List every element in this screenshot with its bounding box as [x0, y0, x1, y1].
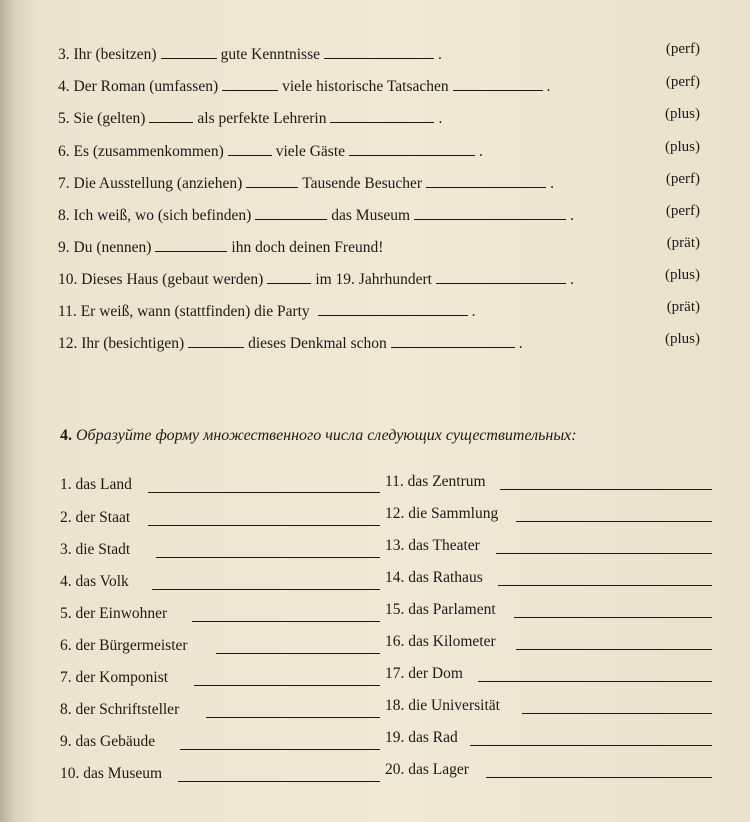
- tense-hint: (perf): [665, 41, 700, 57]
- plural-answer-line[interactable]: [206, 717, 380, 718]
- noun-item-right: [385, 470, 712, 494]
- plural-answer-line[interactable]: [148, 492, 380, 493]
- sentence-start: Ihr (besitzen): [73, 46, 157, 63]
- sentence-middle: viele historische Tatsachen: [282, 78, 449, 95]
- plural-answer-line[interactable]: [180, 749, 380, 750]
- sentence-start: Ich weiß, wo (sich befinden): [73, 207, 252, 224]
- sentence-end: .: [471, 303, 476, 320]
- noun-label: 19. das Rad: [385, 729, 458, 746]
- exercise-3-item: [58, 236, 710, 260]
- noun-item-left: [60, 634, 380, 658]
- noun-label: 10. das Museum: [60, 765, 163, 782]
- plural-answer-line[interactable]: [216, 653, 380, 654]
- noun-item-left: [60, 666, 380, 690]
- sentence-end: .: [518, 335, 523, 352]
- verb-blank[interactable]: [228, 141, 272, 156]
- noun-label: 6. der Bürgermeister: [60, 637, 188, 654]
- plural-answer-line[interactable]: [178, 781, 380, 782]
- plural-answer-line[interactable]: [478, 681, 712, 682]
- plural-answer-line[interactable]: [516, 521, 712, 522]
- item-number: 7.: [58, 175, 70, 192]
- tense-hint: (prät): [666, 299, 700, 315]
- verb-blank[interactable]: [188, 333, 244, 348]
- noun-item-left: [60, 762, 380, 786]
- plural-answer-line[interactable]: [486, 777, 712, 778]
- sentence-start: Er weiß, wann (stattfinden) die Party: [80, 303, 310, 320]
- tense-hint: (plus): [665, 139, 700, 155]
- tense-hint: (perf): [665, 203, 700, 219]
- exercise-4-number: 4.: [60, 427, 72, 444]
- exercise-3-item: [58, 300, 710, 324]
- sentence-end: .: [479, 143, 483, 160]
- sentence-start: Es (zusammenkommen): [73, 143, 224, 160]
- verb-blank[interactable]: [222, 76, 278, 91]
- tense-hint: (perf): [665, 74, 700, 90]
- sentence-start: Sie (gelten): [73, 110, 146, 127]
- sentence-middle: viele Gäste: [275, 143, 346, 160]
- plural-answer-line[interactable]: [152, 589, 380, 590]
- noun-item-left: [60, 538, 380, 562]
- tense-hint: (perf): [665, 171, 700, 187]
- noun-item-right: [385, 726, 712, 750]
- noun-item-right: [385, 534, 712, 558]
- noun-item-right: [385, 598, 712, 622]
- noun-label: 11. das Zentrum: [385, 473, 486, 490]
- noun-label: 13. das Theater: [385, 537, 480, 554]
- item-number: 10.: [58, 271, 78, 288]
- sentence-middle: im 19. Jahrhundert: [315, 271, 432, 288]
- noun-item-left: [60, 602, 380, 626]
- verb-blank[interactable]: [246, 173, 298, 188]
- exercise-4-instruction: Образуйте форму множественного числа следующих существительных:: [76, 427, 577, 444]
- sentence-start: Der Roman (umfassen): [73, 78, 219, 95]
- sentence-end: .: [570, 207, 574, 224]
- sentence-middle: als perfekte Lehrerin: [197, 110, 327, 127]
- verb-blank[interactable]: [161, 44, 217, 59]
- sentence-start: Ihr (besichtigen): [81, 335, 185, 352]
- item-number: 4.: [58, 78, 70, 95]
- sentence-end: .: [546, 78, 551, 95]
- exercise-3-item: [58, 172, 710, 196]
- sentence-middle: dieses Denkmal schon: [248, 335, 387, 352]
- exercise-3-item: [58, 140, 710, 164]
- noun-item-right: [385, 566, 712, 590]
- participle-blank[interactable]: [453, 76, 543, 91]
- plural-answer-line[interactable]: [148, 525, 380, 526]
- sentence-end: .: [550, 175, 554, 192]
- participle-blank[interactable]: [436, 269, 566, 284]
- sentence-start: Du (nennen): [73, 239, 152, 256]
- plural-answer-line[interactable]: [514, 617, 712, 618]
- sentence-middle: Tausende Besucher: [302, 175, 423, 192]
- plural-answer-line[interactable]: [192, 621, 380, 622]
- noun-item-right: [385, 758, 712, 782]
- noun-label: 9. das Gebäude: [60, 733, 156, 750]
- plural-answer-line[interactable]: [522, 713, 712, 714]
- noun-label: 20. das Lager: [385, 761, 469, 778]
- sentence-middle: ihn doch deinen Freund!: [231, 239, 384, 256]
- exercise-3-item: [58, 204, 710, 228]
- noun-label: 3. die Stadt: [60, 541, 131, 558]
- sentence-middle: gute Kenntnisse: [220, 46, 321, 63]
- verb-blank[interactable]: [255, 205, 327, 220]
- item-number: 9.: [58, 239, 70, 256]
- item-number: 11.: [58, 303, 77, 320]
- plural-answer-line[interactable]: [156, 557, 380, 558]
- exercise-3-item: [58, 268, 710, 292]
- exercise-3-item: [58, 75, 710, 99]
- noun-item-left: [60, 570, 380, 594]
- verb-blank[interactable]: [267, 269, 311, 284]
- noun-item-right: [385, 694, 712, 718]
- sentence-end: .: [569, 271, 574, 288]
- noun-label: 8. der Schriftsteller: [60, 701, 180, 718]
- tense-hint: (prät): [666, 235, 700, 251]
- noun-label: 18. die Universität: [385, 697, 500, 714]
- participle-blank[interactable]: [324, 44, 434, 59]
- participle-blank[interactable]: [414, 205, 566, 220]
- plural-answer-line[interactable]: [500, 489, 712, 490]
- noun-label: 7. der Komponist: [60, 669, 169, 686]
- item-number: 8.: [58, 207, 70, 224]
- participle-blank[interactable]: [426, 173, 546, 188]
- noun-label: 5. der Einwohner: [60, 605, 168, 622]
- participle-blank[interactable]: [391, 333, 515, 348]
- noun-item-right: [385, 502, 712, 526]
- noun-label: 4. das Volk: [60, 573, 129, 590]
- exercise-3-item: [58, 332, 710, 356]
- noun-label: 14. das Rathaus: [385, 569, 483, 586]
- noun-item-left: [60, 506, 380, 530]
- plural-answer-line[interactable]: [194, 685, 380, 686]
- item-number: 3.: [58, 46, 70, 63]
- sentence-start: Die Ausstellung (anziehen): [73, 175, 243, 192]
- sentence-middle: das Museum: [331, 207, 411, 224]
- tense-hint: (plus): [665, 331, 700, 347]
- item-number: 6.: [58, 143, 70, 160]
- participle-blank[interactable]: [330, 108, 434, 123]
- exercise-3-item: [58, 43, 710, 67]
- book-spine-shadow: [0, 0, 14, 822]
- item-number: 5.: [58, 110, 70, 127]
- noun-label: 1. das Land: [60, 476, 132, 493]
- noun-item-left: [60, 473, 380, 497]
- plural-answer-line[interactable]: [516, 649, 712, 650]
- noun-label: 2. der Staat: [60, 509, 131, 526]
- participle-blank[interactable]: [318, 301, 468, 316]
- noun-item-right: [385, 630, 712, 654]
- noun-item-left: [60, 698, 380, 722]
- sentence-end: .: [438, 46, 442, 63]
- noun-label: 12. die Sammlung: [385, 505, 499, 522]
- sentence-start: Dieses Haus (gebaut werden): [81, 271, 264, 288]
- exercise-3-item: [58, 107, 710, 131]
- exercise-4-heading: [60, 424, 577, 448]
- participle-blank[interactable]: [349, 141, 475, 156]
- tense-hint: (plus): [665, 106, 700, 122]
- plural-answer-line[interactable]: [470, 745, 712, 746]
- noun-item-right: [385, 662, 712, 686]
- verb-blank[interactable]: [149, 108, 193, 123]
- sentence-end: .: [438, 110, 443, 127]
- plural-answer-line[interactable]: [498, 585, 712, 586]
- item-number: 12.: [58, 335, 78, 352]
- plural-answer-line[interactable]: [496, 553, 712, 554]
- noun-item-left: [60, 730, 380, 754]
- noun-label: 16. das Kilometer: [385, 633, 496, 650]
- noun-label: 15. das Parlament: [385, 601, 496, 618]
- tense-hint: (plus): [665, 267, 700, 283]
- verb-blank[interactable]: [155, 237, 227, 252]
- noun-label: 17. der Dom: [385, 665, 463, 682]
